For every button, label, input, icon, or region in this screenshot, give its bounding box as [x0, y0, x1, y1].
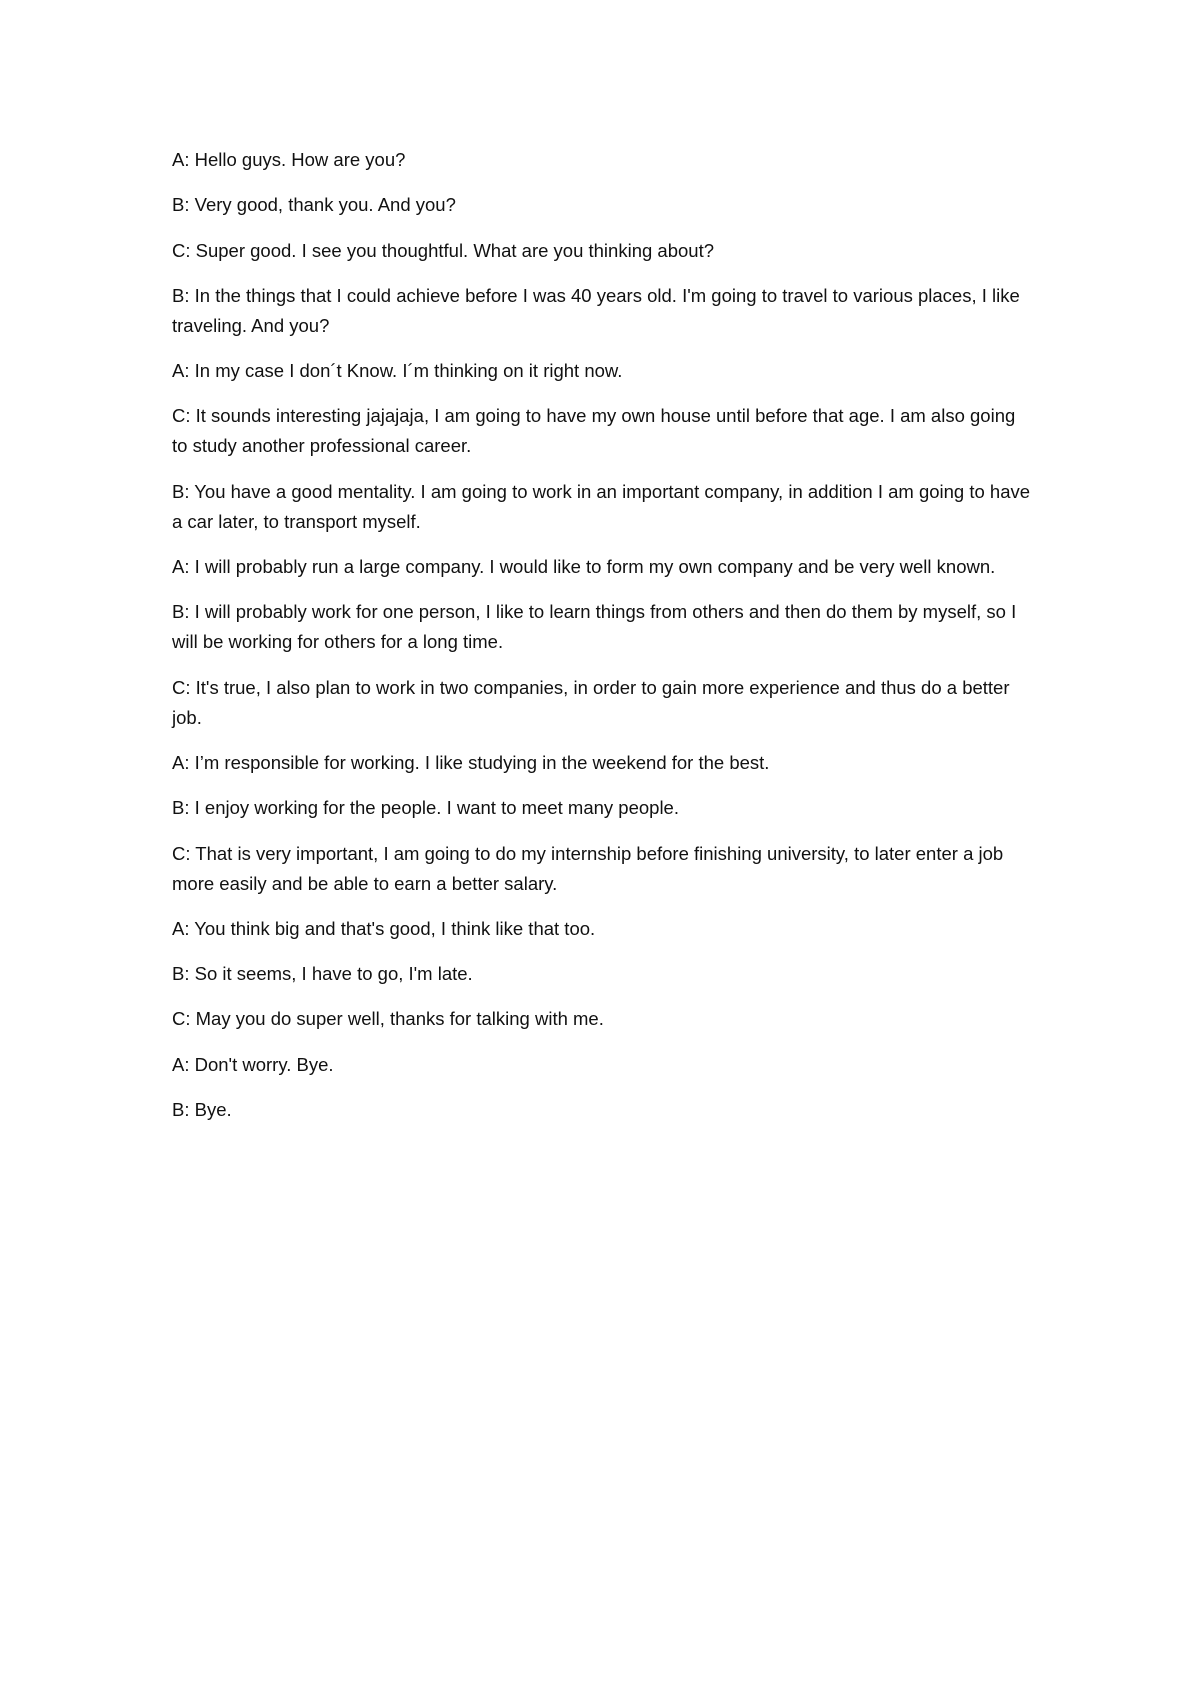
dialogue-line: C: Super good. I see you thoughtful. What are you thinking about?	[172, 239, 714, 261]
dialogue-line: A: I’m responsible for working. I like studying in the weekend for the best.	[172, 751, 770, 773]
dialogue-line: C: May you do super well, thanks for talking with me.	[172, 1008, 604, 1030]
dialogue-line: A: Hello guys. How are you?	[172, 149, 406, 170]
dialogue-line: B: I enjoy working for the people. I want to meet many people.	[172, 797, 679, 819]
dialogue-line: C: That is very important, I am going to do my internship before finishing university, to later enter a job more easily and be able to earn a better salary.	[172, 842, 1004, 894]
dialogue-line: A: You think big and that's good, I think like that too.	[172, 917, 596, 939]
dialogue-line: B: I will probably work for one person, I like to learn things from others and then do them by myself, so I will be working for others for a long time.	[172, 601, 1017, 653]
dialogue-line: B: Very good, thank you. And you?	[172, 194, 456, 216]
dialogue-line: B: So it seems, I have to go, I'm late.	[172, 963, 473, 985]
dialogue-line: B: You have a good mentality. I am going to work in an important company, in addition I am going to have a car later, to transport myself.	[172, 480, 1031, 532]
dialogue-line: A: I will probably run a large company. I would like to form my own company and be very well known.	[172, 556, 996, 578]
dialogue-text	[172, 145, 1032, 1140]
dialogue-line: A: Don't worry. Bye.	[172, 1053, 334, 1075]
dialogue-line: B: In the things that I could achieve before I was 40 years old. I'm going to travel to various places, I like traveling. And you?	[172, 284, 1020, 336]
dialogue-line: C: It sounds interesting jajajaja, I am going to have my own house until before that age. I am also going to study another professional career.	[172, 405, 1016, 457]
dialogue-line: A: In my case I don´t Know. I´m thinking on it right now.	[172, 360, 623, 382]
dialogue-line: C: It's true, I also plan to work in two companies, in order to gain more experience and thus do a better job.	[172, 676, 1010, 728]
dialogue-line: B: Bye.	[172, 1099, 232, 1121]
